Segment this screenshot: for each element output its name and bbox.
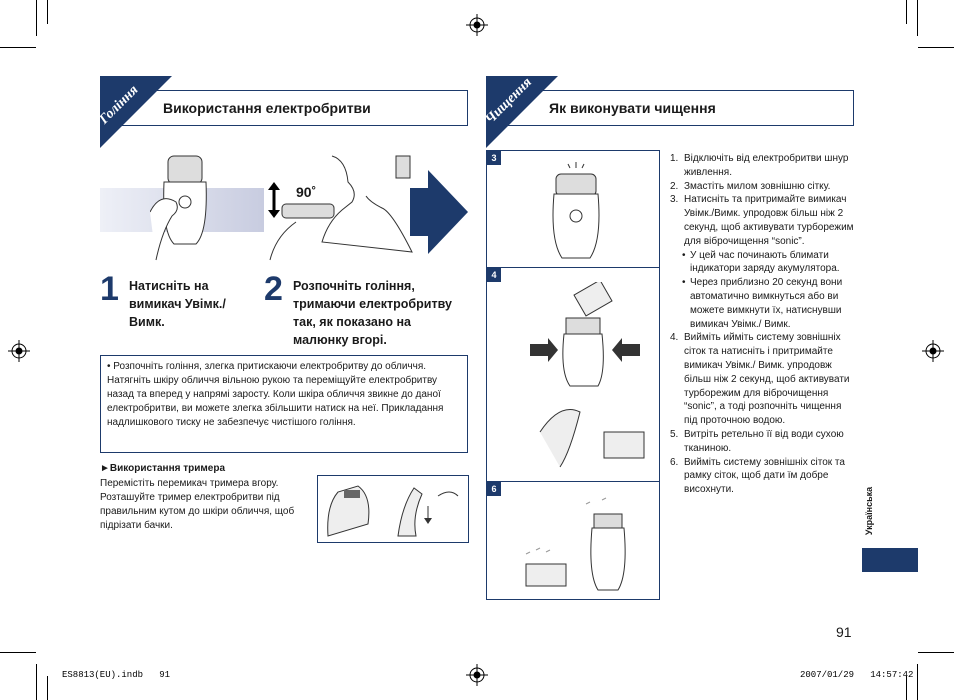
instruction-bullet: • У цей час починають блимати індикатори заряду акумулятора.	[682, 249, 840, 275]
language-side-label: Українська	[864, 486, 874, 536]
crop-mark	[906, 0, 907, 24]
page-number: 91	[836, 624, 852, 640]
step-1-text: Натисніть на вимикач Увімк./ Вимк.	[129, 279, 226, 329]
crop-mark	[47, 0, 48, 24]
crop-mark	[0, 652, 36, 653]
crop-mark	[47, 676, 48, 700]
cleaning-instructions	[670, 152, 855, 497]
language-side-label-wrap	[862, 480, 876, 546]
trimmer-illustration	[317, 475, 469, 543]
left-header-title: Використання електробритви	[163, 100, 371, 116]
crop-mark	[917, 0, 918, 36]
step-1-number: 1	[100, 270, 119, 308]
instruction-item: 5. Витріть ретельно її від води сухою тканиною.	[670, 428, 844, 454]
panel-3-number: 3	[487, 151, 501, 165]
instruction-item: 4. Вийміть ийміть систему зовнішніх сіток та натисніть і притримайте вимикач Увімк./ Вимк. упродовж більш ніж 2 секунд, щоб активувати турборежим для віброчищення “sonic”, а тоді розпочніть чищення під проточною водою.	[670, 332, 850, 427]
note-box: • Розпочніть гоління, злегка притискаючи електробритву до обличчя. Натягніть шкіру обличчя вільною рукою та переміщуйте електробритву назад та вперед у напрямі заросту. Коли шкіра обличчя звикне до даної електробритви, ви можете злегка збільшити натиск на неї. Прикладання надлишкового тиску не забезпечує чистішого гоління.	[100, 355, 468, 453]
registration-mark-icon	[922, 340, 944, 362]
panel-divider	[486, 267, 660, 268]
instruction-item: 2. Змастіть милом зовнішню сітку.	[670, 180, 831, 192]
panel-divider	[486, 481, 660, 482]
crop-mark	[0, 47, 36, 48]
crop-mark	[918, 652, 954, 653]
panel-3-illustration	[540, 160, 610, 264]
shaver-hand-illustration	[150, 152, 220, 262]
panel-6-illustration	[516, 494, 636, 594]
instruction-bullet: • Через приблизно 20 секунд вони автоматично вимкнуться або ви можете вимкнути їх, натиснувши вимикач Увімк./ Вимк.	[682, 277, 843, 330]
registration-mark-icon	[466, 14, 488, 36]
left-tab-label: Гоління	[96, 82, 142, 128]
instruction-item: 6. Вийміть систему зовнішніх сіток та рамку сіток, щоб дати їм добре висохнути.	[670, 456, 845, 496]
footer-file: ES8813(EU).indb 91	[62, 670, 171, 680]
registration-mark-icon	[8, 340, 30, 362]
panel-6-number: 6	[487, 482, 501, 496]
trimmer-heading: ►Використання тримера	[100, 463, 225, 474]
language-tab-marker	[862, 548, 918, 572]
right-tab-label: Чищення	[482, 75, 535, 128]
crop-mark	[918, 47, 954, 48]
instruction-item: 1. Відключіть від електробритви шнур живлення.	[670, 153, 849, 178]
footer-datetime: 2007/01/29 14:57:42	[800, 670, 914, 680]
shaving-face-illustration	[262, 152, 422, 262]
crop-mark	[36, 664, 37, 700]
instruction-item: 3. Натисніть та притримайте вимикач Увімк./Вимк. упродовж більш ніж 2 секунд, щоб активувати турборежим для віброчищення “sonic”.	[670, 194, 854, 247]
step-2-text: Розпочніть гоління, тримаючи електробритву так, як показано на малюнку вгорі.	[293, 279, 452, 347]
step-2-number: 2	[264, 270, 283, 308]
panel-4-illustration	[520, 282, 650, 472]
crop-mark	[36, 0, 37, 36]
trimmer-text: Перемістіть перемикач тримера вгору. Розташуйте тример електробритви під правильним кутом до шкіри обличчя, щоб підрізати бачки.	[100, 478, 295, 531]
angle-label: 90˚	[296, 184, 317, 200]
crop-mark	[917, 664, 918, 700]
registration-mark-icon	[466, 664, 488, 686]
right-header-title: Як виконувати чищення	[549, 100, 716, 116]
panel-4-number: 4	[487, 268, 501, 282]
next-arrow-icon	[410, 170, 468, 254]
